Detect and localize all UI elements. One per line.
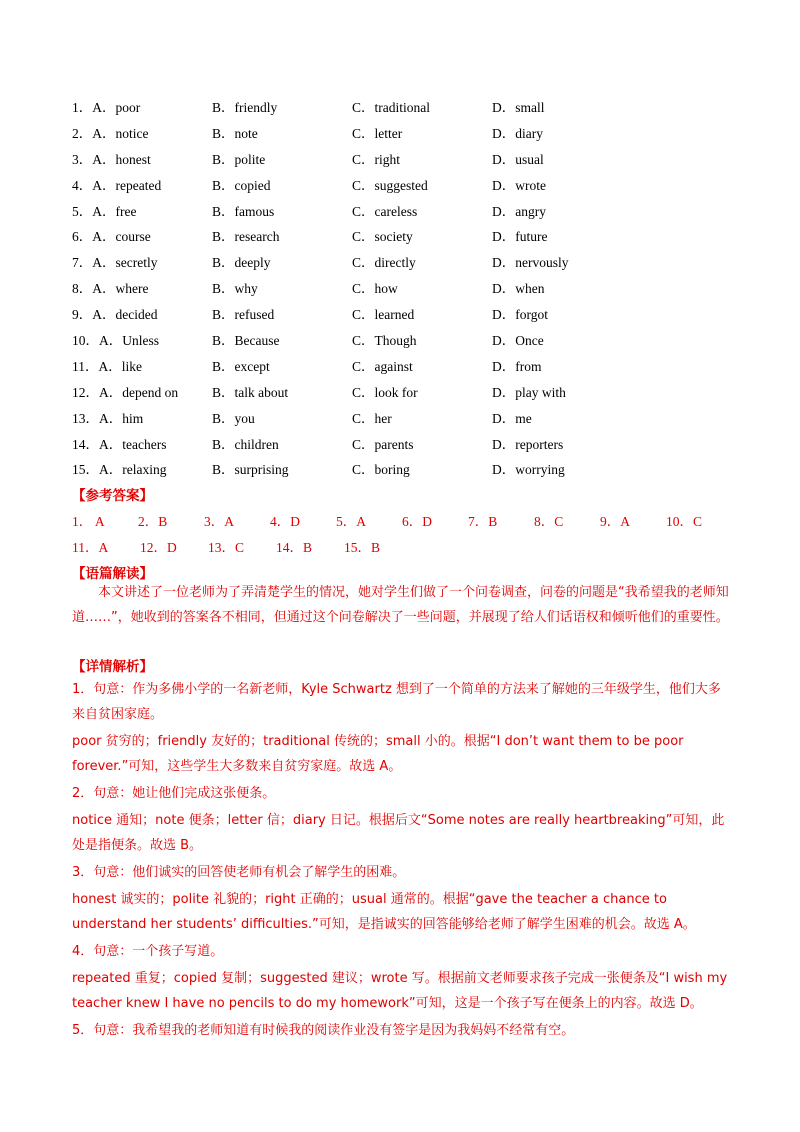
option-a: 8．A．where — [72, 281, 149, 297]
answer-item: 15．B — [344, 540, 381, 555]
summary-heading: 【语篇解读】 — [72, 566, 153, 582]
answer-item: 1． A — [72, 514, 105, 529]
detail-paragraph: repeated 重复；copied 复制；suggested 建议；wrote 写。根据前文老师要求孩子完成一张便条及“I wish my teacher knew I have no pencils to do my homework”可知，这是一个孩子写在便条上的内容。故选 D。 — [72, 971, 728, 1011]
answer-item: 10．C — [666, 514, 703, 529]
question-row — [72, 197, 732, 223]
question-row — [72, 171, 732, 197]
option-a: 14．A．teachers — [72, 436, 167, 452]
option-b: B．refused — [212, 307, 275, 323]
option-d: D．future — [492, 229, 548, 245]
detail-paragraph: 4．句意：一个孩子写道。 — [72, 944, 224, 959]
question-row — [72, 274, 732, 300]
answer-item: 11．A — [72, 540, 109, 555]
option-a: 1．A．poor — [72, 99, 141, 115]
answer-item: 12．D — [140, 540, 177, 555]
detail-paragraph: 1．句意：作为多佛小学的一名新老师，Kyle Schwartz 想到了一个简单的方法来了解她的三年级学生，他们大多来自贫困家庭。 — [72, 682, 721, 722]
option-d: D．worrying — [492, 462, 565, 478]
option-c: C．careless — [352, 203, 418, 219]
option-d: D．reporters — [492, 436, 564, 452]
option-c: C．look for — [352, 384, 418, 400]
option-d: D．wrote — [492, 177, 546, 193]
option-c: C．against — [352, 358, 413, 374]
options-table — [72, 93, 732, 481]
details-block — [72, 677, 732, 1045]
answer-item: 3．A — [204, 514, 234, 529]
question-row — [72, 404, 732, 430]
option-c: C．directly — [352, 255, 416, 271]
option-b: B．famous — [212, 203, 275, 219]
option-c: C．society — [352, 229, 413, 245]
option-d: D．usual — [492, 151, 544, 167]
option-b: B．talk about — [212, 384, 289, 400]
option-d: D．me — [492, 410, 532, 426]
question-row — [72, 93, 732, 119]
answer-item: 2．B — [138, 514, 168, 529]
option-a: 11．A．like — [72, 358, 142, 374]
answer-item: 8．C — [534, 514, 564, 529]
question-row — [72, 430, 732, 456]
answer-item: 9．A — [600, 514, 630, 529]
detail-paragraph: 2．句意：她让他们完成这张便条。 — [72, 786, 276, 801]
option-b: B．copied — [212, 177, 271, 193]
option-d: D．diary — [492, 125, 543, 141]
detail-paragraph: 5．句意：我希望我的老师知道有时候我的阅读作业没有签字是因为我妈妈不经常有空。 — [72, 1023, 575, 1038]
answer-item: 5．A — [336, 514, 366, 529]
option-d: D．forgot — [492, 307, 548, 323]
option-a: 12．A．depend on — [72, 384, 179, 400]
detail-paragraph: 3．句意：他们诚实的回答使老师有机会了解学生的困难。 — [72, 865, 406, 880]
question-row — [72, 455, 732, 481]
option-c: C．right — [352, 151, 401, 167]
option-d: D．from — [492, 358, 542, 374]
option-b: B．why — [212, 281, 258, 297]
option-d: D．play with — [492, 384, 566, 400]
option-d: D．small — [492, 99, 545, 115]
detail-heading: 【详情解析】 — [72, 659, 153, 675]
detail-paragraph: notice 通知；note 便条；letter 信；diary 日记。根据后文“Some notes are really heartbreaking”可知，此处是指便条。故选 B。 — [72, 813, 725, 853]
option-c: C．Though — [352, 332, 417, 348]
question-row — [72, 119, 732, 145]
option-a: 15．A．relaxing — [72, 462, 167, 478]
answer-item: 14．B — [276, 540, 313, 555]
option-c: C．learned — [352, 307, 415, 323]
question-row — [72, 248, 732, 274]
option-c: C．her — [352, 410, 392, 426]
option-a: 4．A．repeated — [72, 177, 162, 193]
option-c: C．letter — [352, 125, 403, 141]
detail-paragraph: poor 贫穷的；friendly 友好的；traditional 传统的；small 小的。根据“I don’t want them to be poor forever.”可知，这些学生大多数来自贫穷家庭。故选 A。 — [72, 734, 684, 774]
option-b: B．polite — [212, 151, 266, 167]
answer-item: 7．B — [468, 514, 498, 529]
option-d: D．angry — [492, 203, 546, 219]
answer-item: 6．D — [402, 514, 432, 529]
answers-block — [72, 507, 732, 559]
question-row — [72, 326, 732, 352]
answers-row-2 — [72, 533, 732, 559]
option-d: D．Once — [492, 332, 544, 348]
option-b: B．surprising — [212, 462, 289, 478]
option-a: 6．A．course — [72, 229, 151, 245]
answer-item: 13．C — [208, 540, 245, 555]
option-a: 13．A．him — [72, 410, 144, 426]
option-a: 10．A．Unless — [72, 332, 159, 348]
question-row — [72, 352, 732, 378]
answers-row-1 — [72, 507, 732, 533]
option-d: D．when — [492, 281, 545, 297]
answer-item: 4．D — [270, 514, 300, 529]
option-c: C．boring — [352, 462, 410, 478]
answer-heading: 【参考答案】 — [72, 488, 153, 504]
option-b: B．research — [212, 229, 280, 245]
question-row — [72, 378, 732, 404]
option-b: B．you — [212, 410, 255, 426]
summary-paragraph: 本文讲述了一位老师为了弄清楚学生的情况，她对学生们做了一个问卷调查，问卷的问题是“我希望我的老师知道……”，她收到的答案各不相同，但通过这个问卷解决了一些问题，并展现了给人们话语权和倾听他们的重要性。 — [72, 585, 729, 625]
option-b: B．note — [212, 125, 258, 141]
question-row — [72, 222, 732, 248]
option-a: 9．A．decided — [72, 307, 158, 323]
option-b: B．deeply — [212, 255, 271, 271]
question-row — [72, 145, 732, 171]
option-a: 3．A．honest — [72, 151, 151, 167]
option-a: 7．A．secretly — [72, 255, 158, 271]
option-c: C．suggested — [352, 177, 428, 193]
option-a: 2．A．notice — [72, 125, 149, 141]
option-c: C．parents — [352, 436, 414, 452]
option-a: 5．A．free — [72, 203, 137, 219]
option-c: C．traditional — [352, 99, 430, 115]
detail-paragraph: honest 诚实的；polite 礼貌的；right 正确的；usual 通常的。根据“gave the teacher a chance to understand her students’ difficulties.”可知，是指诚实的回答能够给老师了解学生困难的机会。故选 A。 — [72, 892, 696, 932]
option-b: B．Because — [212, 332, 280, 348]
option-b: B．children — [212, 436, 279, 452]
option-d: D．nervously — [492, 255, 569, 271]
option-b: B．friendly — [212, 99, 278, 115]
question-row — [72, 300, 732, 326]
option-c: C．how — [352, 281, 398, 297]
option-b: B．except — [212, 358, 270, 374]
